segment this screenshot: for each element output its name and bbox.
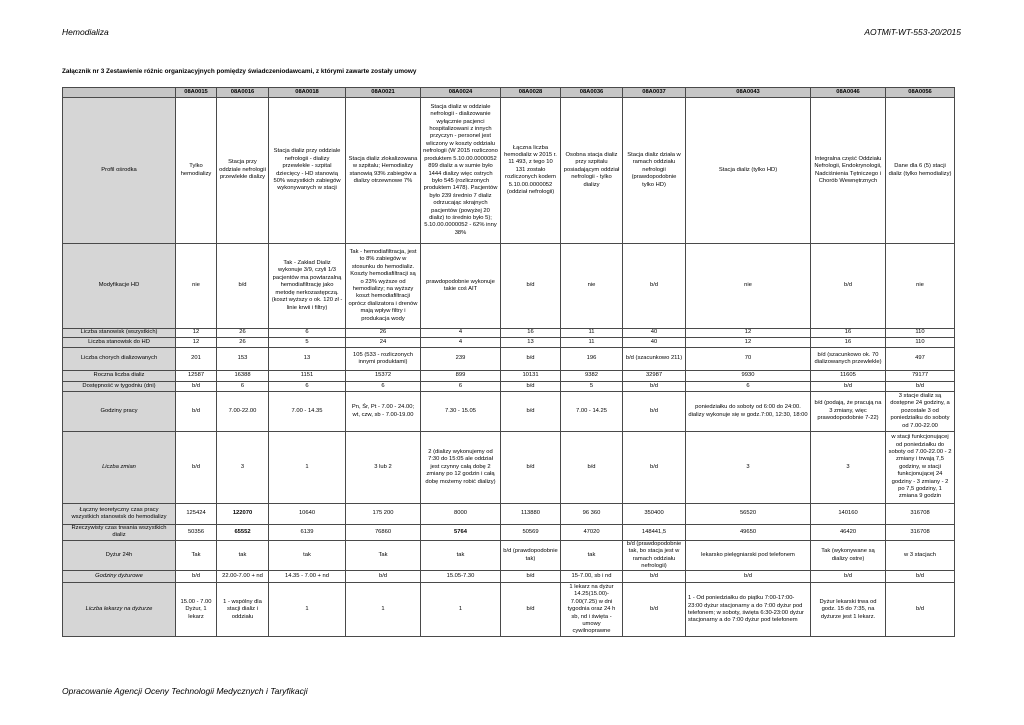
table-cell: b/d — [501, 571, 561, 583]
table-cell: 5 — [269, 338, 346, 348]
table-cell: b/d — [623, 392, 686, 432]
table-cell: 11 — [561, 329, 623, 338]
table-cell: 5 — [561, 382, 623, 392]
table-cell: 15-7.00, sb i nd — [561, 571, 623, 583]
table-cell: 12 — [686, 329, 811, 338]
row-label: Liczba stanowisk (wszystkich) — [63, 329, 176, 338]
page-footer: Opracowanie Agencji Oceny Technologii Medycznych i Taryfikacji — [62, 686, 308, 696]
table-cell: 16388 — [217, 371, 269, 382]
column-header: 08A0016 — [217, 88, 269, 98]
table-cell: Tylko hemodializy — [176, 98, 217, 244]
table-cell: 46420 — [811, 525, 886, 541]
row-label: Godziny pracy — [63, 392, 176, 432]
column-header: 08A0036 — [561, 88, 623, 98]
table-cell: tak — [421, 540, 501, 571]
table-cell: Stacja przy oddziale nefrologii przewlekłe dializy — [217, 98, 269, 244]
table-cell: 153 — [217, 348, 269, 371]
table-cell: Stacja dializ przy oddziale nefrologii - dializy przewlekłe - szpital dziecięcy - HD stanowią 50% wszystkich zabiegów wykonywanych w stacji — [269, 98, 346, 244]
table-cell: 50356 — [176, 525, 217, 541]
table-cell: 32987 — [623, 371, 686, 382]
table-cell: 113880 — [501, 504, 561, 525]
table-cell: tak — [217, 540, 269, 571]
table-cell: Stacja dializ (tylko HD) — [686, 98, 811, 244]
table-cell: 16 — [811, 329, 886, 338]
table-cell: 24 — [346, 338, 421, 348]
table-cell: 26 — [217, 338, 269, 348]
table-row — [63, 244, 955, 329]
table-cell: b/d — [623, 382, 686, 392]
table-cell: b/d — [886, 583, 955, 637]
table-row — [63, 504, 955, 525]
table-cell: b/d — [501, 432, 561, 504]
table-cell: 125424 — [176, 504, 217, 525]
table-row — [63, 98, 955, 244]
table-row — [63, 432, 955, 504]
table-cell: 16 — [811, 338, 886, 348]
table-cell: 7.30 - 15.05 — [421, 392, 501, 432]
row-label: Liczba stanowisk do HD — [63, 338, 176, 348]
column-header: 08A0056 — [886, 88, 955, 98]
column-header: 08A0043 — [686, 88, 811, 98]
table-cell: 9930 — [686, 371, 811, 382]
table-cell: 6 — [421, 382, 501, 392]
table-cell: Integralna część Oddziału Nefrologii, Endokrynologii, Nadciśnienia Tętniczego i Chorób Wewnętrznych — [811, 98, 886, 244]
table-cell: nie — [686, 244, 811, 329]
header-corner-cell — [63, 88, 176, 98]
row-label: Rzeczywisty czas trwania wszystkich dializ — [63, 525, 176, 541]
table-cell: b/d — [811, 244, 886, 329]
table-cell: 2 (dializy wykonujemy od 7:30 do 15:05 ale oddział jest czynny całą dobę 2 zmiany po 12 godzin i całą dobę możemy robić dializy) — [421, 432, 501, 504]
table-cell: b/d — [623, 244, 686, 329]
table-cell: Tak — [176, 540, 217, 571]
table-cell: 12 — [176, 329, 217, 338]
table-cell: 6139 — [269, 525, 346, 541]
table-cell: b/d — [811, 571, 886, 583]
table-cell: 1 lekarz na dyżur 14.25(15.00)- 7.00(7.25) w dni tygodnia oraz 24 h sb, nd i święta - umowy cywilnoprawne — [561, 583, 623, 637]
column-header: 08A0046 — [811, 88, 886, 98]
table-cell: 1 — [269, 432, 346, 504]
table-cell: 239 — [421, 348, 501, 371]
table-cell: nie — [561, 244, 623, 329]
table-cell: Tak — [346, 540, 421, 571]
table-cell: b/d — [176, 432, 217, 504]
table-cell: 1 — [421, 583, 501, 637]
row-label: Modyfikacje HD — [63, 244, 176, 329]
table-cell: 26 — [346, 329, 421, 338]
table-cell: 3 — [811, 432, 886, 504]
column-header: 08A0021 — [346, 88, 421, 98]
table-cell: 13 — [269, 348, 346, 371]
table-cell: 8000 — [421, 504, 501, 525]
table-cell: 49650 — [686, 525, 811, 541]
table-row — [63, 525, 955, 541]
table-cell: Pn, Śr, Pt - 7.00 - 24.00; wt, czw, sb - 7.00-19.00 — [346, 392, 421, 432]
row-label: Liczba chorych dializowanych — [63, 348, 176, 371]
table-cell: 1 - wspólny dla stacji dializ i oddziału — [217, 583, 269, 637]
table-cell: 6 — [686, 382, 811, 392]
table-cell: 13 — [501, 338, 561, 348]
table-cell: Dane dla 6 (5) stacji dializ (tylko hemodializy) — [886, 98, 955, 244]
table-cell: 50569 — [501, 525, 561, 541]
table-cell: 316708 — [886, 504, 955, 525]
table-cell: b/d — [686, 571, 811, 583]
table-cell: 899 — [421, 371, 501, 382]
column-header: 08A0037 — [623, 88, 686, 98]
table-cell: 175 200 — [346, 504, 421, 525]
table-cell: 350400 — [623, 504, 686, 525]
table-cell: tak — [269, 540, 346, 571]
table-row — [63, 348, 955, 371]
table-cell: 1151 — [269, 371, 346, 382]
column-header: 08A0028 — [501, 88, 561, 98]
table-cell: Osobna stacja dializ przy szpitalu posiadającym oddział nefrologii - tylko dializy — [561, 98, 623, 244]
table-cell: 16 — [501, 329, 561, 338]
table-cell: 201 — [176, 348, 217, 371]
table-cell: b/d (podają, że pracują na 3 zmiany, więc prawodopodobnie 7-22) — [811, 392, 886, 432]
table-cell: b/d — [623, 432, 686, 504]
table-cell: 148441,5 — [623, 525, 686, 541]
row-label: Łączny teoretyczny czas pracy wszystkich stanowisk do hemodializy — [63, 504, 176, 525]
row-label: Dyżur 24h — [63, 540, 176, 571]
table-cell: 11 — [561, 338, 623, 348]
table-cell: 6 — [346, 382, 421, 392]
table-cell: 6 — [269, 329, 346, 338]
column-header: 08A0018 — [269, 88, 346, 98]
table-cell: 6 — [269, 382, 346, 392]
row-label: Godziny dyżurowe — [63, 571, 176, 583]
table-cell: b/d — [176, 382, 217, 392]
document-reference-number: AOTMiT-WT-553-20/2015 — [864, 27, 961, 37]
table-cell: b/d (szacunkowo ok. 70 dializowanych przewlekle) — [811, 348, 886, 371]
table-cell: 12587 — [176, 371, 217, 382]
table-cell: 3 stacje dializ są dostępne 24 godziny, a pozostałe 3 od poniedziałku do soboty od 7.00-22.00 — [886, 392, 955, 432]
table-cell: w stacji funkcjonującej od poniedziałku do soboty od 7.00-22.00 - 2 zmiany i trwają 7,5 godziny, w stacji funkcjonującej 24 godziny - 3 zmiany - 2 po 7,5 godziny, 1 zmiana 9 godzin — [886, 432, 955, 504]
table-cell: 7.00 - 14.35 — [269, 392, 346, 432]
table-cell: 316708 — [886, 525, 955, 541]
column-header: 08A0015 — [176, 88, 217, 98]
table-cell: poniedziałku do soboty od 6:00 do 24:00. dializy wykonuje się w godz.7:00, 12:30, 18:00 — [686, 392, 811, 432]
table-cell: 3 lub 2 — [346, 432, 421, 504]
table-cell: b/d — [886, 571, 955, 583]
table-cell: 105 (533 - rozliczonych innymi produktami) — [346, 348, 421, 371]
table-cell: 47020 — [561, 525, 623, 541]
table-cell: Stacja dializ działa w ramach oddziału nefrologii (prawdopodobnie tylko HD) — [623, 98, 686, 244]
table-cell: 4 — [421, 338, 501, 348]
table-cell: b/d — [886, 382, 955, 392]
table-cell: 6 — [217, 382, 269, 392]
table-cell: 14.35 - 7.00 + nd — [269, 571, 346, 583]
row-label: Profil ośrodka — [63, 98, 176, 244]
header-row — [63, 88, 955, 98]
table-cell: b/d (prawdopodobnie tak) — [501, 540, 561, 571]
table-cell: b/d — [623, 571, 686, 583]
table-cell: b/d — [346, 571, 421, 583]
table-cell: b/d — [501, 583, 561, 637]
table-cell: 1 - Od poniedziałku do piątku 7:00-17:00- 23:00 dyżur stacjonarny a do 7:00 dyżur pod telefonem; w soboty, święta 6:30-23:00 dyżur stacjonarny a do 7:00 dyżur pod telefonem — [686, 583, 811, 637]
table-row — [63, 571, 955, 583]
row-label: Liczba zmian — [63, 432, 176, 504]
table-cell: 10131 — [501, 371, 561, 382]
table-cell: 5764 — [421, 525, 501, 541]
table-cell: b/d — [501, 382, 561, 392]
table-row — [63, 392, 955, 432]
table-cell: b/d — [176, 571, 217, 583]
table-cell: Stacja dializ zlokalizowana w szpitalu; Hemodializy stanowią 93% zabiegów a dializy otrzewnowe 7% — [346, 98, 421, 244]
table-cell: 7.00 - 14.25 — [561, 392, 623, 432]
table-cell: 1 — [269, 583, 346, 637]
row-label: Roczna liczba dializ — [63, 371, 176, 382]
table-cell: 12 — [176, 338, 217, 348]
table-row — [63, 338, 955, 348]
table-cell: b/d — [217, 244, 269, 329]
table-cell: b/d — [176, 392, 217, 432]
table-cell: b/d — [501, 392, 561, 432]
table-cell: 12 — [686, 338, 811, 348]
table-cell: 3 — [217, 432, 269, 504]
table-body — [63, 98, 955, 637]
table-cell: Tak - hemodiafiltracja, jest to 8% zabiegów w stosunku do hemodializ. Koszty hemodiafiltracji są o 23% wyższe od hemodializy; na wyższy koszt hemodiafiltracji oprócz dializatora i drenów mają wpływ filtry i produkacja wody — [346, 244, 421, 329]
table-cell: 110 — [886, 329, 955, 338]
document-section-title: Hemodializa — [62, 27, 109, 37]
table-cell: prawdopodobnie wykonuje takie coś AIT — [421, 244, 501, 329]
table-cell: 3 — [686, 432, 811, 504]
table-cell: Dyżur lekarski trwa od godz. 15 do 7:35, na dyżurze jest 1 lekarz. — [811, 583, 886, 637]
table-cell: 15.00 - 7.00 Dyżur, 1 lekarz — [176, 583, 217, 637]
table-cell: 7.00-22.00 — [217, 392, 269, 432]
table-cell: 22.00-7.00 + nd — [217, 571, 269, 583]
table-cell: Tak - Zakład Dializ wykonuje 3/9, czyli 1/3 pacjentów ma powtarzalną hemodiafiltrację jako metodę nerkozastępczą. (koszt wyższy o ok. 120 zł - linie krwii i filtry) — [269, 244, 346, 329]
table-row — [63, 583, 955, 637]
table-cell: b/d — [501, 244, 561, 329]
table-row — [63, 382, 955, 392]
table-row — [63, 371, 955, 382]
table-cell: 497 — [886, 348, 955, 371]
table-cell: lekarsko pielęgniarski pod telefonem — [686, 540, 811, 571]
table-cell: b/d — [501, 348, 561, 371]
table-cell: nie — [886, 244, 955, 329]
table-cell: 65552 — [217, 525, 269, 541]
table-row — [63, 329, 955, 338]
table-cell: 15372 — [346, 371, 421, 382]
table-cell: 122070 — [217, 504, 269, 525]
table-cell: 40 — [623, 338, 686, 348]
table-cell: 26 — [217, 329, 269, 338]
table-cell: b/d (prawdopodobnie tak, bo stacja jest w ramach oddziału nefrologii) — [623, 540, 686, 571]
table-cell: 15.05-7.30 — [421, 571, 501, 583]
table-cell: tak — [561, 540, 623, 571]
comparison-table — [62, 87, 955, 637]
table-cell: 9382 — [561, 371, 623, 382]
table-cell: 140160 — [811, 504, 886, 525]
column-header: 08A0024 — [421, 88, 501, 98]
table-header — [63, 88, 955, 98]
table-cell: 4 — [421, 329, 501, 338]
table-cell: 96 360 — [561, 504, 623, 525]
table-cell: 11605 — [811, 371, 886, 382]
table-cell: 40 — [623, 329, 686, 338]
table-row — [63, 540, 955, 571]
table-cell: 79177 — [886, 371, 955, 382]
table-cell: 1 — [346, 583, 421, 637]
table-cell: 110 — [886, 338, 955, 348]
table-cell: Stacja dializ w oddziale nefrologii - dializowanie wyłącznie pacjenci hospitalizowani z innych przyczyn - personel jest wliczony w koszty oddziału nefrologii (W 2015 rozliczono produktem 5.10.00.0000052 899 dializ a w sumie było 1444 dializy więc ostrych było 545 (rozliczonych produktem 1478). Pacjentów było 239 średnio 7 dializ odrzucając skrajnych pacjentów (powyżej 20 dializ) to średnio było 5); 5.10.00.0000052 - 62% inny 38% — [421, 98, 501, 244]
table-cell: 70 — [686, 348, 811, 371]
table-cell: b/d (szacunkowo 211) — [623, 348, 686, 371]
table-cell: 196 — [561, 348, 623, 371]
table-cell: b/d — [811, 382, 886, 392]
row-label: Liczba lekarzy na dyżurze — [63, 583, 176, 637]
table-cell: 56520 — [686, 504, 811, 525]
table-cell: Łączna liczba hemodializ w 2015 r. 11 493, z tego 10 131 zostało rozliczonych kodem 5.10.00.0000052 (oddział nefrologii) — [501, 98, 561, 244]
table-cell: b/d — [623, 583, 686, 637]
table-cell: 76860 — [346, 525, 421, 541]
table-cell: w 3 stacjach — [886, 540, 955, 571]
annex-title: Załącznik nr 3 Zestawienie różnic organizacyjnych pomiędzy świadczeniodawcami, z którymi zawarte zostały umowy — [62, 68, 417, 75]
row-label: Dostępność w tygodniu (dni) — [63, 382, 176, 392]
table-cell: b/d — [561, 432, 623, 504]
table-cell: nie — [176, 244, 217, 329]
table-cell: 10640 — [269, 504, 346, 525]
table-cell: Tak (wykonywane są dializy ostre) — [811, 540, 886, 571]
